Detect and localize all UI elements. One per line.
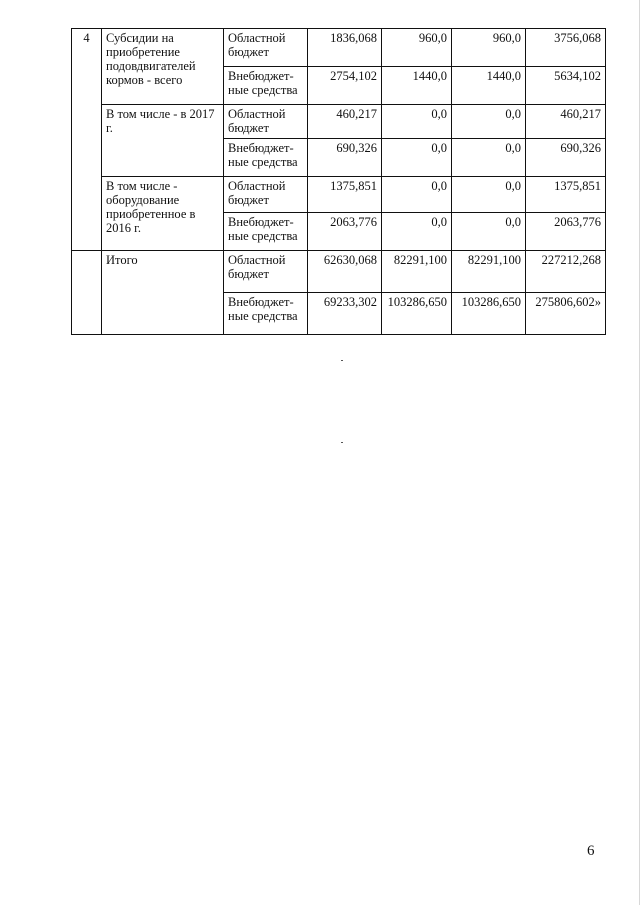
- funding-source: Внебюджет-ные средства: [224, 213, 308, 251]
- value-cell: 69233,302: [308, 293, 382, 335]
- value-cell: 1836,068: [308, 29, 382, 67]
- value-cell: 690,326: [308, 139, 382, 177]
- row-number: 4: [72, 29, 102, 251]
- funding-source: Областной бюджет: [224, 177, 308, 213]
- budget-table: [71, 28, 606, 335]
- funding-source: Внебюджет-ные средства: [224, 139, 308, 177]
- value-cell: 0,0: [382, 213, 452, 251]
- row-number: [72, 251, 102, 335]
- value-cell: 0,0: [452, 105, 526, 139]
- value-cell: 103286,650: [452, 293, 526, 335]
- value-cell: 1440,0: [382, 67, 452, 105]
- table-row: [72, 29, 606, 67]
- value-cell: 62630,068: [308, 251, 382, 293]
- value-cell: 0,0: [452, 213, 526, 251]
- funding-source: Областной бюджет: [224, 105, 308, 139]
- value-cell: 1440,0: [452, 67, 526, 105]
- row-name: В том числе - оборудование приобретенное в 2016 г.: [102, 177, 224, 251]
- total-cell: 690,326: [526, 139, 606, 177]
- value-cell: 960,0: [382, 29, 452, 67]
- value-cell: 960,0: [452, 29, 526, 67]
- total-cell: 2063,776: [526, 213, 606, 251]
- value-cell: 103286,650: [382, 293, 452, 335]
- value-cell: 82291,100: [452, 251, 526, 293]
- value-cell: 2063,776: [308, 213, 382, 251]
- row-name: Итого: [102, 251, 224, 335]
- row-name: В том числе - в 2017 г.: [102, 105, 224, 177]
- value-cell: 82291,100: [382, 251, 452, 293]
- total-cell: 275806,602»: [526, 293, 606, 335]
- value-cell: 0,0: [452, 177, 526, 213]
- funding-source: Внебюджет-ные средства: [224, 67, 308, 105]
- table-row: [72, 105, 606, 139]
- value-cell: 2754,102: [308, 67, 382, 105]
- value-cell: 460,217: [308, 105, 382, 139]
- page-number: 6: [587, 843, 595, 859]
- scan-speck: [341, 442, 343, 443]
- funding-source: Областной бюджет: [224, 251, 308, 293]
- value-cell: 0,0: [452, 139, 526, 177]
- value-cell: 1375,851: [308, 177, 382, 213]
- total-cell: 460,217: [526, 105, 606, 139]
- total-cell: 227212,268: [526, 251, 606, 293]
- scan-speck: [341, 360, 343, 361]
- total-cell: 5634,102: [526, 67, 606, 105]
- funding-source: Областной бюджет: [224, 29, 308, 67]
- table-row: [72, 177, 606, 213]
- total-cell: 3756,068: [526, 29, 606, 67]
- value-cell: 0,0: [382, 177, 452, 213]
- funding-source: Внебюджет-ные средства: [224, 293, 308, 335]
- row-name: Субсидии на приобретение подовдвигателей кормов - всего: [102, 29, 224, 105]
- value-cell: 0,0: [382, 105, 452, 139]
- value-cell: 0,0: [382, 139, 452, 177]
- table-row: [72, 251, 606, 293]
- total-cell: 1375,851: [526, 177, 606, 213]
